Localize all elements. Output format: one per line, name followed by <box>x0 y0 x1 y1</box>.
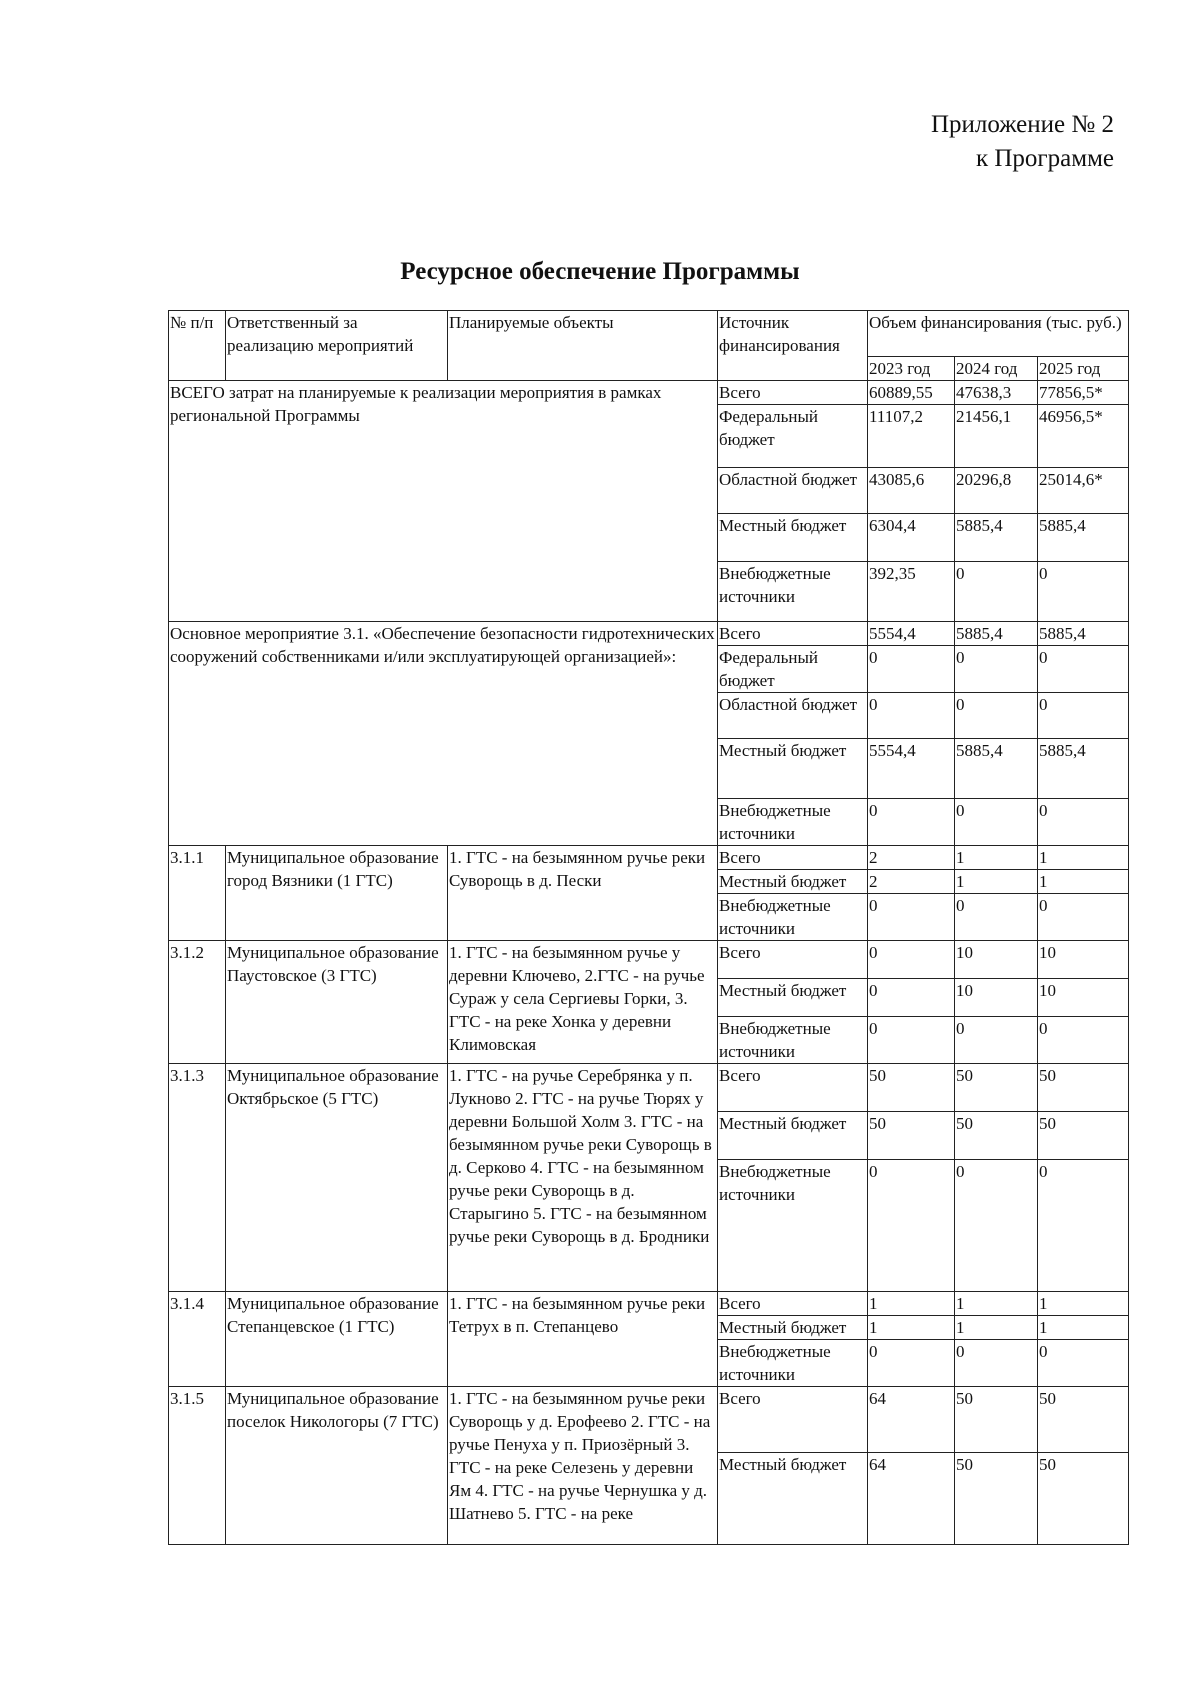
total-label: ВСЕГО затрат на планируемые к реализации мероприятия в рамках региональной Программы <box>169 381 718 622</box>
item-objects: 1. ГТС - на безымянном ручье реки Тетрух в п. Степанцево <box>448 1292 718 1387</box>
value-2025: 0 <box>1038 799 1129 846</box>
value-2024: 10 <box>955 979 1038 1017</box>
value-2025: 10 <box>1038 979 1129 1017</box>
source-cell: Внебюджетные источники <box>718 894 868 941</box>
value-2023: 6304,4 <box>868 514 955 562</box>
source-cell: Внебюджетные источники <box>718 1017 868 1064</box>
source-cell: Внебюджетные источники <box>718 1340 868 1387</box>
value-2024: 50 <box>955 1064 1038 1112</box>
value-2025: 1 <box>1038 1292 1129 1316</box>
value-2023: 0 <box>868 693 955 739</box>
value-2023: 5554,4 <box>868 739 955 799</box>
value-2024: 0 <box>955 799 1038 846</box>
header-num: № п/п <box>169 311 226 381</box>
value-2023: 60889,55 <box>868 381 955 405</box>
value-2023: 50 <box>868 1064 955 1112</box>
header-source: Источник финансирования <box>718 311 868 381</box>
value-2023: 11107,2 <box>868 405 955 468</box>
annex-line-2: к Программе <box>975 145 1114 172</box>
main-activity-row <box>169 622 1129 646</box>
value-2025: 25014,6* <box>1038 468 1129 514</box>
source-cell: Всего <box>718 622 868 646</box>
source-cell: Областной бюджет <box>718 693 868 739</box>
source-cell: Местный бюджет <box>718 1453 868 1545</box>
value-2025: 1 <box>1038 1316 1129 1340</box>
source-cell: Местный бюджет <box>718 870 868 894</box>
main-activity-label: Основное мероприятие 3.1. «Обеспечение безопасности гидротехнических сооружений собственниками и/или эксплуатирующей организацией»: <box>169 622 718 846</box>
source-cell: Областной бюджет <box>718 468 868 514</box>
value-2025: 5885,4 <box>1038 739 1129 799</box>
item-objects: 1. ГТС - на безымянном ручье у деревни Ключево, 2.ГТС - на ручье Сураж у села Сергиевы Горки, 3. ГТС - на реке Хонка у деревни Климовская <box>448 941 718 1064</box>
value-2025: 0 <box>1038 693 1129 739</box>
source-cell: Местный бюджет <box>718 739 868 799</box>
source-cell: Местный бюджет <box>718 514 868 562</box>
value-2023: 50 <box>868 1112 955 1160</box>
source-cell: Федеральный бюджет <box>718 646 868 693</box>
value-2023: 43085,6 <box>868 468 955 514</box>
header-volume: Объем финансирования (тыс. руб.) <box>868 311 1129 357</box>
value-2024: 0 <box>955 1017 1038 1064</box>
item-objects: 1. ГТС - на ручье Серебрянка у п. Лукново 2. ГТС - на ручье Тюрях у деревни Большой Холм 3. ГТС - на безымянном ручье реки Суворощь в д. Серково 4. ГТС - на безымянном ручье реки Суворощь в д. Старыгино 5. ГТС - на безымянном ручье реки Суворощь в д. Бродники <box>448 1064 718 1292</box>
item-objects: 1. ГТС - на безымянном ручье реки Суворощь в д. Пески <box>448 846 718 941</box>
value-2024: 5885,4 <box>955 622 1038 646</box>
value-2023: 0 <box>868 646 955 693</box>
header-year-2023: 2023 год <box>868 357 955 381</box>
item-number: 3.1.1 <box>169 846 226 941</box>
value-2025: 0 <box>1038 1340 1129 1387</box>
value-2025: 1 <box>1038 870 1129 894</box>
source-cell: Внебюджетные источники <box>718 562 868 622</box>
source-cell: Местный бюджет <box>718 1316 868 1340</box>
header-responsible: Ответственный за реализацию мероприятий <box>226 311 448 381</box>
value-2025: 50 <box>1038 1453 1129 1545</box>
value-2023: 1 <box>868 1292 955 1316</box>
value-2025: 10 <box>1038 941 1129 979</box>
item-row <box>169 941 1129 979</box>
value-2023: 0 <box>868 979 955 1017</box>
item-responsible: Муниципальное образование Паустовское (3 ГТС) <box>226 941 448 1064</box>
source-cell: Федеральный бюджет <box>718 405 868 468</box>
value-2025: 0 <box>1038 1017 1129 1064</box>
source-cell: Внебюджетные источники <box>718 1160 868 1292</box>
value-2024: 1 <box>955 846 1038 870</box>
value-2023: 1 <box>868 1316 955 1340</box>
value-2025: 0 <box>1038 1160 1129 1292</box>
total-row <box>169 381 1129 405</box>
source-cell: Всего <box>718 846 868 870</box>
document-title: Ресурсное обеспечение Программы <box>400 258 800 285</box>
item-number: 3.1.2 <box>169 941 226 1064</box>
value-2023: 0 <box>868 799 955 846</box>
header-row <box>169 311 1129 357</box>
value-2023: 64 <box>868 1453 955 1545</box>
item-row <box>169 1064 1129 1112</box>
value-2025: 5885,4 <box>1038 622 1129 646</box>
value-2024: 0 <box>955 1160 1038 1292</box>
header-year-2024: 2024 год <box>955 357 1038 381</box>
value-2024: 0 <box>955 894 1038 941</box>
value-2024: 0 <box>955 646 1038 693</box>
value-2023: 5554,4 <box>868 622 955 646</box>
item-row <box>169 846 1129 870</box>
value-2024: 50 <box>955 1112 1038 1160</box>
value-2024: 21456,1 <box>955 405 1038 468</box>
source-cell: Местный бюджет <box>718 979 868 1017</box>
value-2024: 20296,8 <box>955 468 1038 514</box>
value-2024: 50 <box>955 1387 1038 1453</box>
source-cell: Всего <box>718 1064 868 1112</box>
value-2024: 5885,4 <box>955 739 1038 799</box>
source-cell: Всего <box>718 1387 868 1453</box>
value-2025: 0 <box>1038 562 1129 622</box>
item-responsible: Муниципальное образование Октябрьское (5 ГТС) <box>226 1064 448 1292</box>
resource-table-body <box>169 311 1129 1545</box>
value-2025: 0 <box>1038 894 1129 941</box>
value-2024: 1 <box>955 1316 1038 1340</box>
value-2023: 0 <box>868 1340 955 1387</box>
source-cell: Местный бюджет <box>718 1112 868 1160</box>
annex-label <box>931 108 1114 176</box>
header-year-2025: 2025 год <box>1038 357 1129 381</box>
value-2025: 1 <box>1038 846 1129 870</box>
item-row <box>169 1292 1129 1316</box>
value-2024: 10 <box>955 941 1038 979</box>
item-responsible: Муниципальное образование город Вязники (1 ГТС) <box>226 846 448 941</box>
header-objects: Планируемые объекты <box>448 311 718 381</box>
value-2025: 46956,5* <box>1038 405 1129 468</box>
value-2025: 50 <box>1038 1112 1129 1160</box>
value-2024: 5885,4 <box>955 514 1038 562</box>
item-responsible: Муниципальное образование поселок Никологоры (7 ГТС) <box>226 1387 448 1545</box>
annex-line-1: Приложение № 2 <box>930 111 1114 138</box>
value-2024: 0 <box>955 693 1038 739</box>
item-number: 3.1.3 <box>169 1064 226 1292</box>
value-2023: 0 <box>868 1160 955 1292</box>
value-2023: 64 <box>868 1387 955 1453</box>
value-2024: 47638,3 <box>955 381 1038 405</box>
value-2024: 0 <box>955 1340 1038 1387</box>
value-2025: 50 <box>1038 1387 1129 1453</box>
value-2023: 2 <box>868 846 955 870</box>
item-objects: 1. ГТС - на безымянном ручье реки Суворощь у д. Ерофеево 2. ГТС - на ручье Пенуха у п. Приозёрный 3. ГТС - на реке Селезень у деревни Ям 4. ГТС - на ручье Чернушка у д. Шатнево 5. ГТС - на реке <box>448 1387 718 1545</box>
item-responsible: Муниципальное образование Степанцевское (1 ГТС) <box>226 1292 448 1387</box>
source-cell: Внебюджетные источники <box>718 799 868 846</box>
value-2024: 0 <box>955 562 1038 622</box>
item-row <box>169 1387 1129 1453</box>
item-number: 3.1.5 <box>169 1387 226 1545</box>
value-2025: 77856,5* <box>1038 381 1129 405</box>
source-cell: Всего <box>718 381 868 405</box>
value-2025: 0 <box>1038 646 1129 693</box>
value-2023: 0 <box>868 894 955 941</box>
value-2023: 0 <box>868 1017 955 1064</box>
value-2025: 50 <box>1038 1064 1129 1112</box>
value-2024: 50 <box>955 1453 1038 1545</box>
value-2024: 1 <box>955 870 1038 894</box>
item-number: 3.1.4 <box>169 1292 226 1387</box>
value-2025: 5885,4 <box>1038 514 1129 562</box>
value-2024: 1 <box>955 1292 1038 1316</box>
value-2023: 392,35 <box>868 562 955 622</box>
resource-table <box>168 310 1129 1545</box>
source-cell: Всего <box>718 1292 868 1316</box>
source-cell: Всего <box>718 941 868 979</box>
value-2023: 2 <box>868 870 955 894</box>
value-2023: 0 <box>868 941 955 979</box>
